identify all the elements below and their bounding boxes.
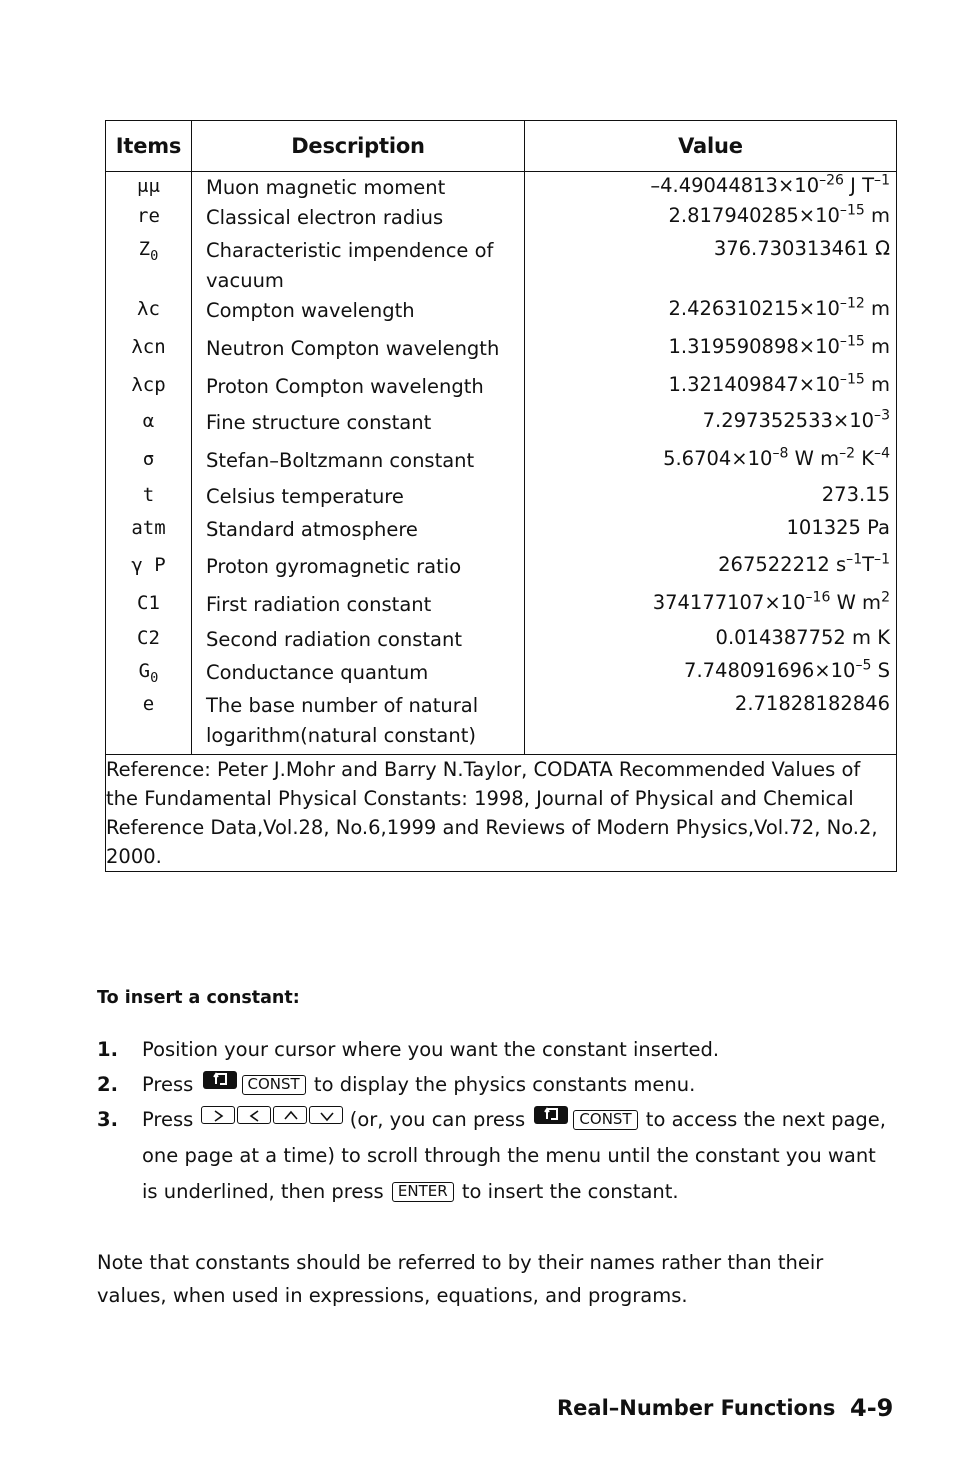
constant-description: Compton wavelength <box>206 299 415 322</box>
constant-description: Stefan–Boltzmann constant <box>206 449 475 472</box>
const-key: CONST <box>573 1110 637 1130</box>
enter-key: ENTER <box>392 1182 454 1202</box>
procedure-steps <box>97 1032 897 1210</box>
arrow-down-key-icon <box>309 1106 343 1124</box>
procedure-step <box>97 1102 897 1210</box>
step-text <box>142 1032 897 1067</box>
constant-symbol: atm <box>131 517 166 539</box>
constant-value: $2.817940285\times 10^{-15}$ m <box>668 202 890 227</box>
step-text-segment: to display the physics constants menu. <box>307 1073 696 1096</box>
constant-description: First radiation constant <box>206 593 432 616</box>
constant-value: $-4.49044813\times 10^{-26}$ J $T^{-1}$ <box>650 172 890 197</box>
header-description: Description <box>192 121 525 172</box>
constant-symbol: λcn <box>131 336 166 358</box>
constant-description: Proton Compton wavelength <box>206 375 484 398</box>
footer-section-title: Real–Number Functions <box>557 1396 836 1420</box>
constant-symbol: C2 <box>137 627 160 649</box>
step-number: 1. <box>97 1038 118 1061</box>
constant-symbol: α <box>142 410 155 432</box>
constant-description: Standard atmosphere <box>206 518 418 541</box>
constant-description: Celsius temperature <box>206 485 404 508</box>
constant-symbol: t <box>142 484 155 506</box>
constant-description: Muon magnetic moment <box>206 176 446 199</box>
note-text: Note that constants should be referred to by their names rather than their values, when used in expressions, equations, and programs. <box>97 1251 824 1307</box>
constant-symbol: $G_0$ <box>138 660 159 686</box>
constant-symbol: C1 <box>137 592 160 614</box>
value-column <box>525 172 897 755</box>
constant-value: 101325 Pa <box>786 516 890 539</box>
reference-row <box>106 755 897 872</box>
table-header-row <box>106 121 897 172</box>
step-text-segment: to access the next page, one page at a time) to scroll through the menu until the constant you want is underlined, then press <box>142 1108 886 1203</box>
procedure-title: To insert a constant: <box>97 988 300 1008</box>
constant-value: $7.748091696\times 10^{-5}$ S <box>684 657 890 682</box>
procedure-step <box>97 1032 897 1067</box>
step-text-segment: Press <box>142 1073 200 1096</box>
step-text-segment: to insert the constant. <box>455 1180 679 1203</box>
constant-description: The base number of natural logarithm(natural constant) <box>206 694 479 747</box>
header-items: Items <box>106 121 192 172</box>
step-number: 3. <box>97 1108 118 1131</box>
constant-description: Neutron Compton wavelength <box>206 337 500 360</box>
reference-text: Reference: Peter J.Mohr and Barry N.Taylor, CODATA Recommended Values of the Fundamental Physical Constants: 1998, Journal of Physical and Chemical Reference Data,Vol.28, No.6,1999 and Reviews of Modern Physics,Vol.72, No.2, 2000. <box>106 755 897 872</box>
constant-value: $374177107\times 10^{-16}$ W $m^2$ <box>652 589 890 614</box>
step-text-segment: Press <box>142 1108 200 1131</box>
constant-value: 376.730313461 Ω <box>713 237 890 260</box>
constant-value: $2.426310215\times 10^{-12}$ m <box>668 295 890 320</box>
footer-page-number: 4-9 <box>850 1394 894 1422</box>
arrow-left-key-icon <box>237 1106 271 1124</box>
arrow-up-key-icon <box>273 1106 307 1124</box>
const-key: CONST <box>242 1075 306 1095</box>
constant-symbol: e <box>142 693 155 715</box>
constant-symbol: $Z_0$ <box>138 238 159 264</box>
constant-value: 267522212 $s^{-1}T^{-1}$ <box>718 551 890 576</box>
constant-value: $1.319590898\times 10^{-15}$ m <box>668 333 890 358</box>
constant-value: 273.15 <box>821 483 890 506</box>
arrow-right-key-icon <box>201 1106 235 1124</box>
header-value: Value <box>525 121 897 172</box>
step-text-segment: (or, you can press <box>343 1108 532 1131</box>
constant-symbol: λc <box>137 298 160 320</box>
shift-key-icon <box>203 1071 237 1089</box>
constant-description: Characteristic impendence of vacuum <box>206 239 494 292</box>
step-text <box>142 1102 897 1210</box>
constant-description: Conductance quantum <box>206 661 429 684</box>
constant-description: Second radiation constant <box>206 628 462 651</box>
constant-symbol: μμ <box>137 175 160 197</box>
constant-value: 0.014387752 m K <box>715 626 890 649</box>
constant-description: Classical electron radius <box>206 206 444 229</box>
items-column <box>106 172 192 755</box>
procedure-step <box>97 1067 897 1102</box>
physics-constants-table <box>105 120 897 872</box>
constant-value: $5.6704\times 10^{-8}$ W $m^{-2}$ $K^{-4}$ <box>663 445 890 470</box>
constant-description: Fine structure constant <box>206 411 432 434</box>
constant-symbol: γ P <box>131 554 166 576</box>
description-column <box>192 172 525 755</box>
constant-value: $7.297352533\times 10^{-3}$ <box>702 407 890 432</box>
step-text <box>142 1067 897 1102</box>
constant-description: Proton gyromagnetic ratio <box>206 555 462 578</box>
step-number: 2. <box>97 1073 118 1096</box>
shift-key-icon <box>534 1106 568 1124</box>
table-body-row <box>106 172 897 755</box>
constant-value: 2.71828182846 <box>734 692 890 715</box>
constant-symbol: re <box>137 205 160 227</box>
constant-symbol: σ <box>142 448 155 470</box>
constant-symbol: λcp <box>131 374 166 396</box>
constant-value: $1.321409847\times 10^{-15}$ m <box>668 371 890 396</box>
step-text-segment: Position your cursor where you want the constant inserted. <box>142 1038 720 1061</box>
